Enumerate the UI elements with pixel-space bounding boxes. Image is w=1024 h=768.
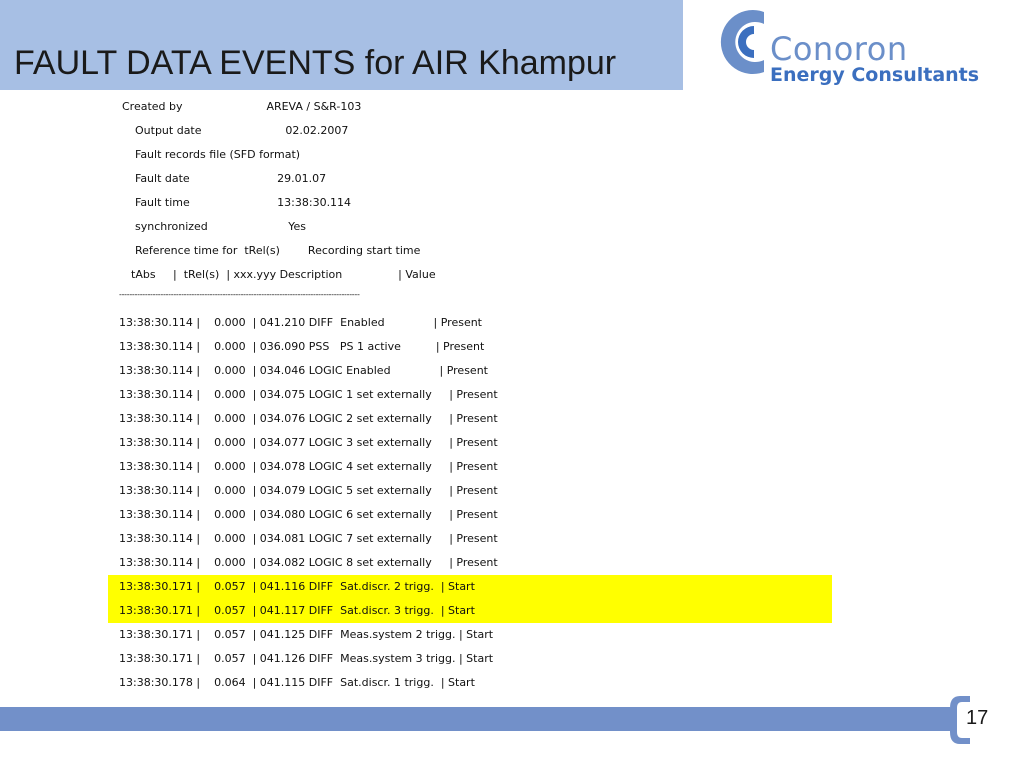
- logo-name: Conoron: [770, 30, 908, 68]
- event-row: 13:38:30.114 | 0.000 | 034.046 LOGIC Enabled | Present: [119, 364, 488, 377]
- header-line: synchronized Yes: [135, 220, 306, 233]
- header-line: Fault records file (SFD format): [135, 148, 301, 161]
- logo-tagline: Energy Consultants: [770, 64, 980, 86]
- company-logo: [718, 6, 998, 86]
- footer-bar: [0, 707, 950, 731]
- header-line: Created by AREVA / S&R-103: [122, 100, 362, 113]
- event-row: 13:38:30.114 | 0.000 | 041.210 DIFF Enabled | Present: [119, 316, 482, 329]
- event-row: 13:38:30.114 | 0.000 | 034.079 LOGIC 5 set externally | Present: [119, 484, 498, 497]
- event-row: 13:38:30.114 | 0.000 | 034.075 LOGIC 1 set externally | Present: [119, 388, 498, 401]
- event-row: 13:38:30.114 | 0.000 | 034.081 LOGIC 7 set externally | Present: [119, 532, 498, 545]
- header-line: Fault date 29.01.07: [135, 172, 327, 185]
- header-line: Fault time 13:38:30.114: [135, 196, 352, 209]
- event-row: 13:38:30.114 | 0.000 | 036.090 PSS PS 1 active | Present: [119, 340, 485, 353]
- event-row: 13:38:30.178 | 0.064 | 041.115 DIFF Sat.discr. 1 trigg. | Start: [119, 676, 475, 689]
- event-row: 13:38:30.171 | 0.057 | 041.126 DIFF Meas.system 3 trigg. | Start: [119, 652, 494, 665]
- event-row: 13:38:30.114 | 0.000 | 034.082 LOGIC 8 set externally | Present: [119, 556, 498, 569]
- event-row: 13:38:30.171 | 0.057 | 041.116 DIFF Sat.discr. 2 trigg. | Start: [119, 580, 475, 593]
- logo-c-mark: [718, 6, 778, 78]
- event-row: 13:38:30.114 | 0.000 | 034.077 LOGIC 3 set externally | Present: [119, 436, 498, 449]
- header-line: Output date 02.02.2007: [135, 124, 349, 137]
- slide-title: FAULT DATA EVENTS for AIR Khampur: [14, 44, 617, 82]
- header-line: tAbs | tRel(s) | xxx.yyy Description | Value: [131, 268, 436, 281]
- event-row: 13:38:30.114 | 0.000 | 034.076 LOGIC 2 set externally | Present: [119, 412, 498, 425]
- header-line: Reference time for tRel(s) Recording start time: [135, 244, 421, 257]
- event-row: 13:38:30.114 | 0.000 | 034.078 LOGIC 4 set externally | Present: [119, 460, 498, 473]
- page-number: 17: [966, 707, 989, 729]
- event-row: 13:38:30.114 | 0.000 | 034.080 LOGIC 6 set externally | Present: [119, 508, 498, 521]
- separator-line: ---------------------------------------------------------------------------------------------: [119, 290, 360, 299]
- event-row: 13:38:30.171 | 0.057 | 041.125 DIFF Meas.system 2 trigg. | Start: [119, 628, 494, 641]
- event-row: 13:38:30.171 | 0.057 | 041.117 DIFF Sat.discr. 3 trigg. | Start: [119, 604, 475, 617]
